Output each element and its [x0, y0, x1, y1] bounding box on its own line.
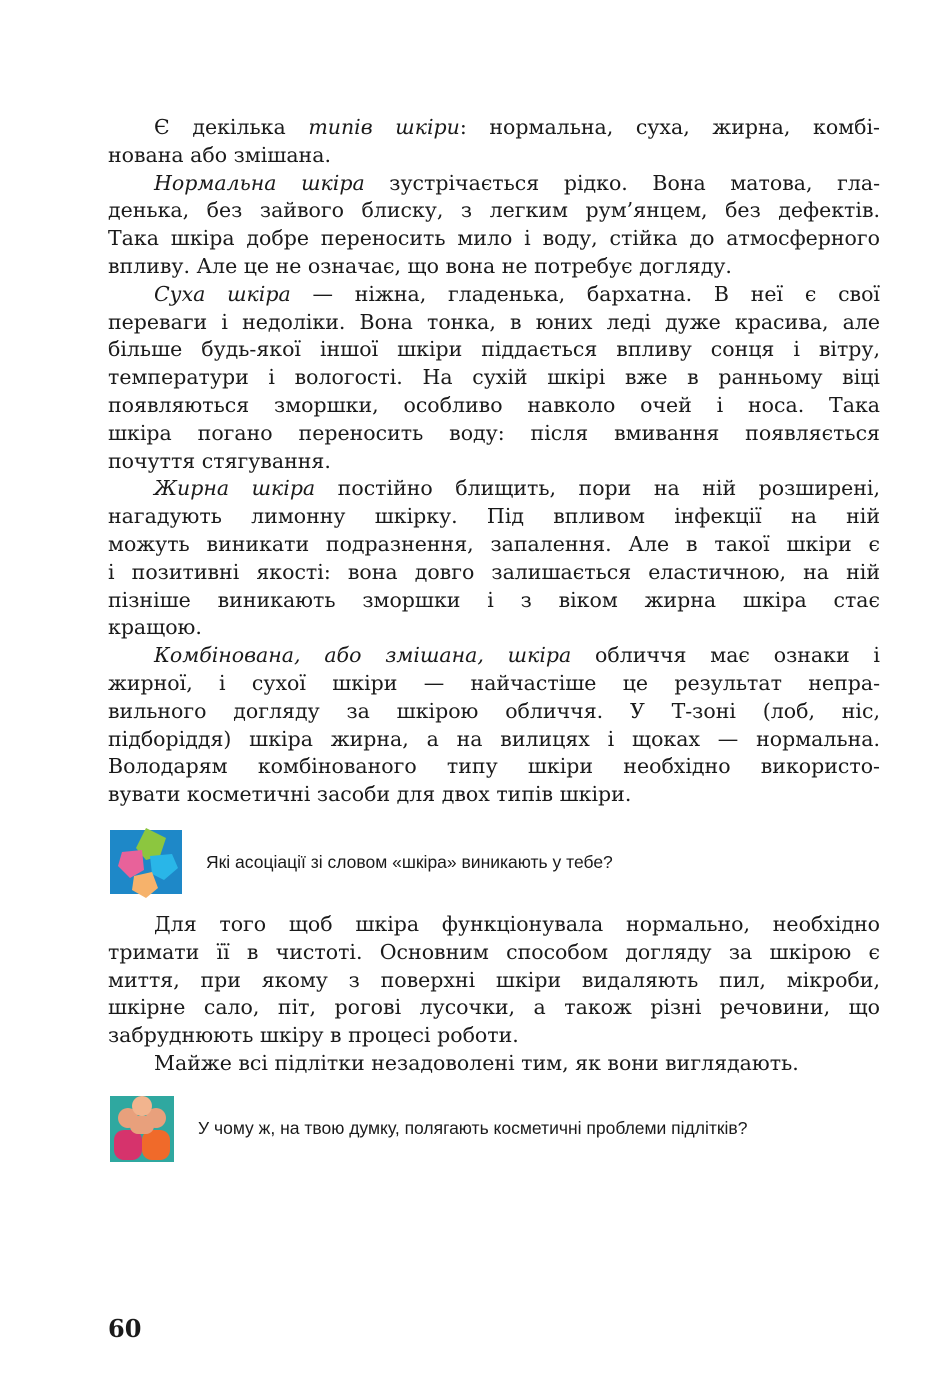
paragraph — [108, 114, 880, 170]
emphasized-term: Суха шкіра — [154, 281, 291, 306]
text-line — [108, 170, 880, 198]
text-segment: — ніжна, гладенька, бархатна. В неї є свої — [290, 281, 880, 306]
text-line — [108, 614, 880, 642]
text-line — [108, 475, 880, 503]
emphasized-term: Жирна шкіра — [154, 476, 316, 501]
emphasized-term: Комбінована, або змішана, шкіра — [154, 643, 572, 668]
text-line — [108, 225, 880, 253]
text-segment: : нормальна, суха, жирна, комбі- — [459, 115, 880, 139]
text-segment: Така шкіра добре переносить мило і воду, стійка до атмосферного — [108, 226, 880, 251]
question-2-text: У чому ж, на твою думку, полягають косметичні проблеми підлітків? — [198, 1117, 748, 1138]
text-segment: кращою. — [108, 615, 202, 640]
text-segment: Для того щоб шкіра функціонувала нормально, необхідно — [154, 912, 880, 936]
question-2 — [108, 1092, 747, 1164]
main-text-lower — [108, 911, 880, 1078]
text-line — [108, 197, 880, 225]
text-segment: нована або змішана. — [108, 142, 331, 167]
text-segment: появляються зморшки, особливо навколо очей і носа. Така — [108, 392, 880, 417]
text-segment: зустрічається рідко. Вона матова, гла- — [364, 170, 880, 195]
text-line — [108, 142, 880, 170]
text-segment: тримати її в чистоті. Основним способом догляду за шкірою є — [108, 939, 880, 964]
text-segment: впливу. Але це не означає, що вона не потребує догляду. — [108, 253, 732, 278]
text-line — [108, 967, 880, 995]
text-segment: нагадують лимонну шкірку. Під впливом інфекції на ній — [108, 504, 880, 529]
emphasized-term: типів шкіри — [308, 115, 460, 139]
text-line — [108, 642, 880, 670]
text-segment: більше будь-якої іншої шкіри піддається впливу сонця і вітру, — [108, 337, 880, 362]
text-line — [108, 726, 880, 754]
text-line — [108, 448, 880, 476]
text-line — [108, 559, 880, 587]
puzzle-icon — [108, 826, 186, 898]
paragraph — [108, 475, 880, 642]
page-number: 60 — [108, 1314, 142, 1343]
text-line — [108, 253, 880, 281]
text-segment: денька, без зайвого блиску, з легким рум’янцем, без дефектів. — [108, 198, 880, 223]
text-line — [108, 531, 880, 559]
text-line — [108, 1022, 880, 1050]
emphasized-term: Нормальна шкіра — [154, 170, 365, 195]
text-line — [108, 420, 880, 448]
text-line — [108, 939, 880, 967]
text-segment: шкірне сало, піт, рогові лусочки, а також різні речовини, що — [108, 995, 880, 1020]
text-segment: підборіддя) шкіра жирна, а на вилицях і щоках — нормальна. — [108, 726, 880, 751]
main-text-upper — [108, 114, 880, 809]
text-segment: жирної, і сухої шкіри — найчастіше це результат непра- — [108, 670, 880, 695]
paragraph — [108, 642, 880, 809]
text-line — [108, 587, 880, 615]
text-segment: обличчя має ознаки і — [571, 643, 880, 668]
text-line — [108, 309, 880, 337]
text-segment: температури і вологості. На сухій шкірі вже в ранньому віці — [108, 365, 880, 390]
text-line — [108, 781, 880, 809]
text-segment: пізніше виникають зморшки і з віком жирна шкіра стає — [108, 587, 880, 612]
text-line — [108, 753, 880, 781]
text-segment: вильного догляду за шкірою обличчя. У Т-зоні (лоб, ніс, — [108, 698, 880, 723]
paragraph — [108, 1050, 880, 1078]
text-line — [108, 336, 880, 364]
question-1 — [108, 826, 613, 898]
people-icon — [108, 1092, 178, 1164]
text-line — [108, 911, 880, 939]
text-line — [108, 503, 880, 531]
text-line — [108, 114, 880, 142]
text-segment: вувати косметичні засоби для двох типів шкіри. — [108, 782, 632, 807]
text-line — [108, 392, 880, 420]
text-segment: і позитивні якості: вона довго залишається еластичною, на ній — [108, 559, 880, 584]
text-segment: переваги і недоліки. Вона тонка, в юних леді дуже красива, але — [108, 309, 880, 334]
paragraph — [108, 170, 880, 281]
text-line — [108, 281, 880, 309]
text-segment: Майже всі підлітки незадоволені тим, як вони виглядають. — [154, 1050, 799, 1075]
text-segment: почуття стягування. — [108, 448, 331, 473]
text-segment: Є декілька — [154, 115, 309, 139]
text-segment: шкіра погано переносить воду: після вмивання появляється — [108, 420, 880, 445]
text-segment: Володарям комбінованого типу шкіри необхідно використо- — [108, 754, 880, 779]
text-line — [108, 1050, 880, 1078]
text-segment: миття, при якому з поверхні шкіри видаляють пил, мікроби, — [108, 967, 880, 992]
text-segment: можуть виникати подразнення, запалення. Але в такої шкіри є — [108, 531, 880, 556]
question-1-text: Які асоціації зі словом «шкіра» виникають у тебе? — [206, 851, 613, 872]
text-line — [108, 698, 880, 726]
paragraph — [108, 911, 880, 1050]
text-line — [108, 994, 880, 1022]
text-segment: постійно блищить, пори на ній розширені, — [315, 476, 880, 501]
text-line — [108, 670, 880, 698]
paragraph — [108, 281, 880, 476]
text-line — [108, 364, 880, 392]
text-segment: забруднюють шкіру в процесі роботи. — [108, 1023, 519, 1048]
